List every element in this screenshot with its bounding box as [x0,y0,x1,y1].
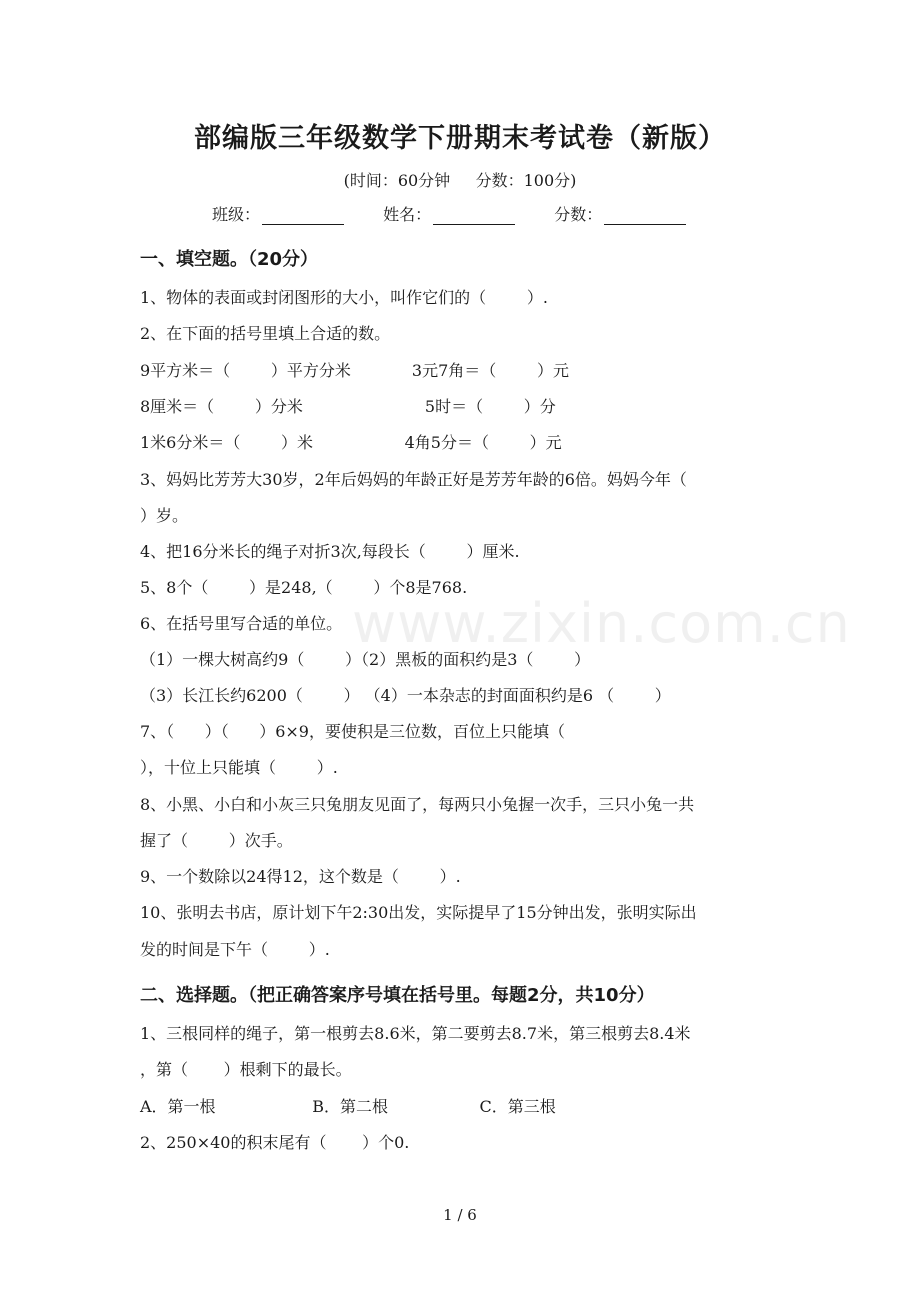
class-label: 班级： [212,205,261,224]
question-line: （1）一棵大树高约9（ ）（2）黑板的面积约是3（ ） [140,650,591,669]
question-line: ，第（ ）根剩下的最长。 [140,1060,352,1079]
page-number: 1 / 6 [443,1206,477,1224]
question-line: ）岁。 [140,506,189,525]
name-blank[interactable] [433,206,515,225]
score-blank[interactable] [604,206,686,225]
question-line: 9、一个数除以24得12，这个数是（ ）. [140,867,461,886]
page-title: 部编版三年级数学下册期末考试卷（新版） [194,123,726,154]
section-heading-multiple-choice: 二、选择题。（把正确答案序号填在括号里。每题2分，共10分） [140,985,655,1006]
question-line: （3）长江长约6200（ ） （4）一本杂志的封面面积约是6 （ ） [140,686,671,705]
question-line: 8、小黑、小白和小灰三只兔朋友见面了，每两只小兔握一次手，三只小兔一共 [140,795,695,814]
exam-subtitle: (时间：60分钟 分数：100分) [343,171,577,190]
question-line: 6、在括号里写合适的单位。 [140,614,343,633]
question-line: 7、（ ）（ ）6×9，要使积是三位数，百位上只能填（ [140,722,565,741]
watermark: www.zixin.com.cn [352,592,851,655]
student-info-row [212,202,720,225]
question-line: 3、妈妈比芳芳大30岁，2年后妈妈的年龄正好是芳芳年龄的6倍。妈妈今年（ [140,470,687,489]
question-line: ），十位上只能填（ ）. [140,758,338,777]
question-line: 10、张明去书店，原计划下午2:30出发，实际提早了15分钟出发，张明实际出 [140,903,697,922]
question-line: 2、在下面的括号里填上合适的数。 [140,324,391,343]
question-line: 1米6分米＝（ ）米 4角5分＝（ ）元 [140,433,562,452]
question-line: 握了（ ）次手。 [140,831,293,850]
question-line: 发的时间是下午（ ）. [140,940,330,959]
choice-options-line: A．第一根 B．第二根 C．第三根 [140,1097,556,1116]
question-line: 1、物体的表面或封闭图形的大小，叫作它们的（ ）. [140,288,548,307]
score-label: 分数： [554,205,603,224]
score-field [554,202,686,225]
class-field [212,202,344,225]
question-line: 9平方米＝（ ）平方分米 3元7角＝（ ）元 [140,361,569,380]
question-line: 8厘米＝（ ）分米 5时＝（ ）分 [140,397,556,416]
question-line: 1、三根同样的绳子，第一根剪去8.6米，第二要剪去8.7米，第三根剪去8.4米 [140,1024,691,1043]
question-line: 2、250×40的积末尾有（ ）个0. [140,1133,410,1152]
question-line: 4、把16分米长的绳子对折3次,每段长（ ）厘米. [140,542,520,561]
class-blank[interactable] [262,206,344,225]
section-heading-fill-in: 一、填空题。（20分） [140,249,319,270]
name-field [383,202,515,225]
name-label: 姓名： [383,205,432,224]
question-line: 5、8个（ ）是248,（ ）个8是768. [140,578,468,597]
